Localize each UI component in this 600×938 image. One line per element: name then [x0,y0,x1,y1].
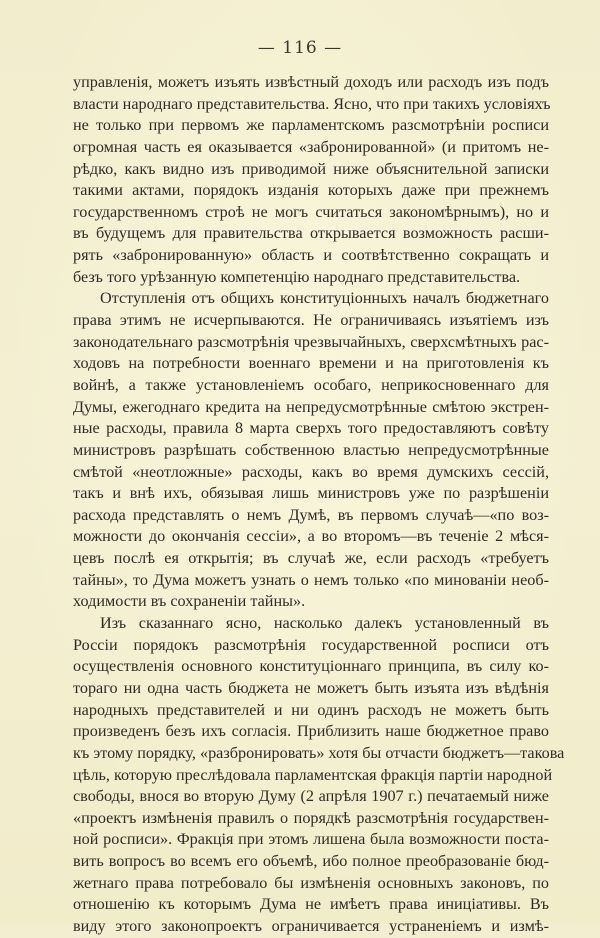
text-line: виду этого законопроектъ ограничивается устраненіемъ и измѣ- [73,916,549,935]
text-line: Изъ сказаннаго ясно, насколько далекъ установленный въ [100,614,549,633]
text-line: въ будущемъ для правительства открывается возможность расши- [73,224,549,243]
text-line: огромная часть ея оказывается «забронированной» (и притомъ не- [73,137,549,156]
text-line: безъ того урѣзанную компетенцію народнаго представительства. [73,267,521,286]
text-line: расхода представлять о немъ Думѣ, въ первомъ случаѣ—«по воз- [73,505,549,524]
text-line: рѣдко, какъ видно изъ приводимой ниже объяснительной записки [73,159,549,178]
paragraph-2 [73,288,549,613]
text-line: ные расходы, правила 8 марта сверхъ того предоставляютъ совѣту [73,419,549,438]
paragraph-3 [73,613,565,938]
text-line: народныхъ представителей и ни одинъ расходъ не можетъ быть [73,700,549,719]
text-line: Отступленія отъ общихъ конституціонныхъ началъ бюджетнаго [100,289,549,308]
text-line: осуществленія основного конституціоннаго принципа, въ силу ко- [73,657,549,676]
text-line: «проектъ измѣненія правилъ о порядкѣ разсмотрѣнія государствен- [73,808,549,827]
text-line: министровъ разрѣшать собственною властью непредусмотрѣнные [73,440,549,459]
text-line: можности до окончанія сессіи», а во второмъ—въ теченіе 2 мѣся- [73,527,549,546]
paragraph-1 [73,72,549,288]
text-line: цѣль, которую преслѣдовала парламентская фракція партіи народной [73,765,553,784]
text-line: Россіи порядокъ разсмотрѣнія государственной росписи отъ [73,635,549,654]
text-line: ходимости въ сохраненіи тайны». [73,592,306,611]
text-line: тайны», то Дума можетъ узнать о немъ только «по минованіи необ- [73,570,549,589]
text-line: рять «забронированную» область и соотвѣтственно сокращать и [73,246,549,265]
text-line: не только при первомъ же парламентскомъ разсмотрѣніи росписи [73,116,549,135]
text-line: права этимъ не исчерпываются. Не ограничиваясь изъятіемъ изъ [73,311,549,330]
text-line: свободы, внося во вторую Думу (2 апрѣля 1907 г.) печатаемый ниже [73,787,549,806]
text-line: вить вопросъ во всемъ его объемѣ, ибо полное преобразованіе бюд- [73,852,549,871]
text-line: войнѣ, а также установленіемъ особаго, неприкосновеннаго для [73,375,549,394]
text-line: Думы, ежегоднаго кредита на непредусмотрѣнные смѣтою экстрен- [73,397,549,416]
text-line: законодательнаго разсмотрѣнія чрезвычайныхъ, сверхсмѣтныхъ рас- [73,332,549,351]
text-line: смѣтой «неотложные» расходы, какъ во время думскихъ сессій, [73,462,549,481]
text-line: такими актами, порядокъ изданія которыхъ даже при прежнемъ [73,181,549,200]
text-line: тораго ни одна часть бюджета не можетъ быть изъята изъ вѣдѣнія [73,678,549,697]
page-number: — 116 — [257,38,343,58]
text-line: жетнаго права потребовало бы измѣненія основныхъ законовъ, по [73,873,549,892]
text-line: государственномъ строѣ не могъ считаться закономѣрнымъ), но и [73,202,549,221]
text-line: управленія, можетъ изъять извѣстный доходъ или расходъ изъ подъ [73,73,549,91]
text-line: ной росписи». Фракція при этомъ лишена была возможности поста- [73,830,549,849]
text-line: къ этому порядку, «разбронировать» хотя бы отчасти бюджетъ—такова [73,743,565,762]
text-line: ходовъ на потребности военнаго времени и на приготовленія къ [73,354,549,373]
text-line: власти народнаго представительства. Ясно, что при такихъ условіяхъ [73,94,551,113]
text-line: отношенію къ которымъ Дума не имѣетъ права иниціативы. Въ [73,895,549,914]
text-line: такъ и внѣ ихъ, обязывая лишь министровъ уже по разрѣшеніи [73,484,549,503]
body-text [73,72,565,938]
text-line: цевъ послѣ ея открытія; въ случаѣ же, если расходъ «требуетъ [73,549,549,568]
text-line: произведенъ безъ ихъ согласія. Приблизить наше бюджетное право [73,722,549,741]
